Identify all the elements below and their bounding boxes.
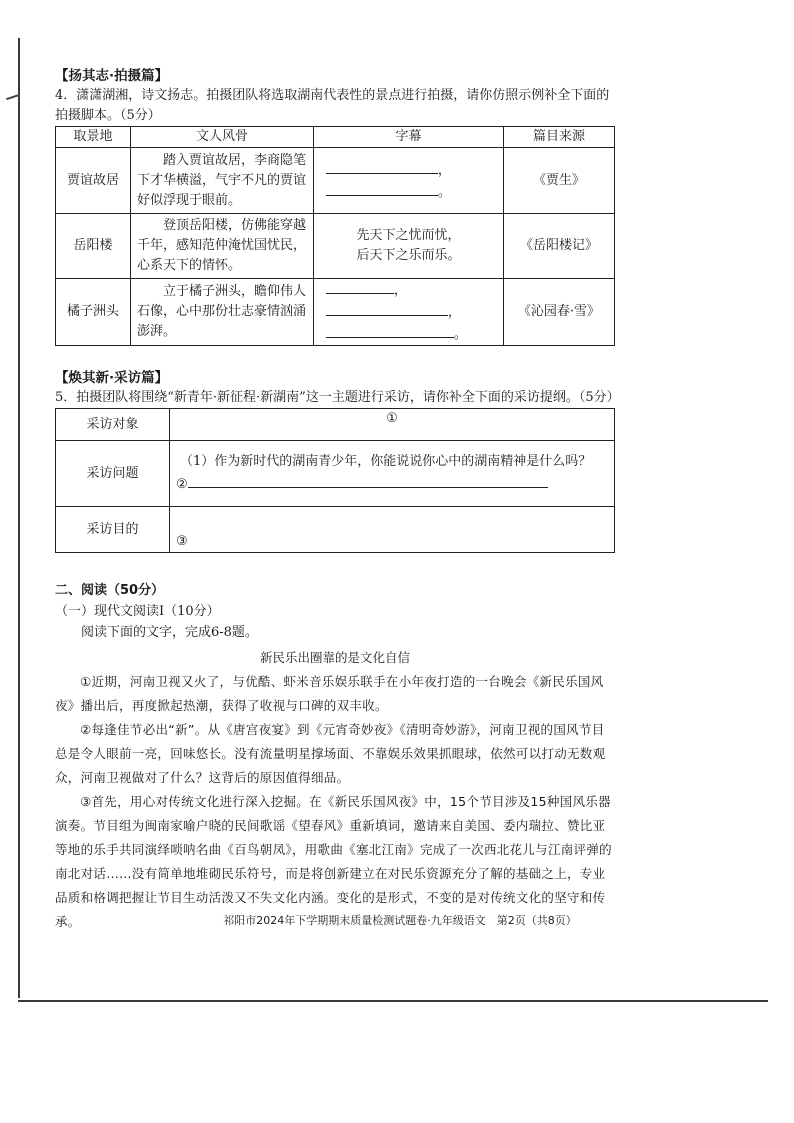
punctuation: ， (393, 283, 407, 298)
header-place: 取景地 (56, 127, 131, 148)
reading-heading: 二、阅读（50分） (55, 583, 165, 598)
interview-outline-table (55, 408, 615, 553)
caption-cell (313, 279, 503, 346)
blank-marker: ③ (176, 533, 188, 549)
article-paragraph: ②每逢佳节必出“新”。从《唐宫夜宴》到《元宵奇妙夜》《清明奇妙游》，河南卫视的国风节目总是令人眼前一亮，回味悠长。没有流量明星撑场面、不靠娱乐效果抓眼球，依然可以打动无数观众，河南卫视做对了什么？这背后的原因值得细品。 (55, 722, 606, 785)
source-cell: 《沁园春·雪》 (504, 279, 615, 346)
punctuation: ， (437, 162, 451, 178)
question-4: 4．潇潇湖湘，诗文扬志。拍摄团队将选取湖南代表性的景点进行拍摄，请你仿照示例补全下面的拍摄脚本。（5分） (55, 88, 610, 123)
section-title-shooting: 【扬其志·拍摄篇】 (55, 68, 169, 84)
article-paragraph: ①近期，河南卫视又火了，与优酷、虾米音乐娱乐联手在小年夜打造的一台晚会《新民乐国风夜》播出后，再度掀起热潮，获得了收视与口碑的双丰收。 (55, 674, 604, 713)
reading-instruction: 阅读下面的文字，完成6-8题。 (81, 625, 258, 640)
source-cell: 《岳阳楼记》 (504, 214, 615, 279)
bottom-rule (18, 1000, 768, 1002)
source-cell: 《贾生》 (504, 148, 615, 214)
punctuation: 。 (437, 184, 451, 200)
section-title-interview: 【焕其新·采访篇】 (55, 370, 169, 386)
answer-blank[interactable] (326, 301, 448, 316)
answer-cell[interactable] (170, 409, 615, 441)
table-row (56, 441, 615, 507)
table-header-row (56, 127, 615, 148)
answer-blank[interactable] (326, 159, 438, 174)
spirit-cell: 立于橘子洲头，瞻仰伟人石像，心中那份壮志豪情汹涌澎湃。 (131, 279, 314, 346)
article-paragraph: ③首先，用心对传统文化进行深入挖掘。在《新民乐国风夜》中，15个节目涉及15种国风乐器演奏。节目组为闽南家喻户晓的民间歌谣《望春风》重新填词，邀请来自美国、委内瑞拉、赞比亚等地的乐手共同演绎唢呐名曲《百鸟朝凤》，用歌曲《塞北江南》完成了一次西北花儿与江南评弹的南北对话……没有简单地堆砌民乐符号，而是将创新建立在对民乐资源充分了解的基础之上，专业品质和格调把握让节目生动活泼又不失文化内涵。变化的是形式，不变的是对传统文化的坚守和传承。 (55, 794, 612, 929)
answer-cell[interactable] (170, 507, 615, 553)
binding-line (18, 38, 20, 998)
reading-section (55, 580, 615, 934)
header-caption: 字幕 (313, 127, 503, 148)
header-spirit: 文人风骨 (131, 127, 314, 148)
blank-marker: ① (386, 410, 398, 426)
place-cell: 贾谊故居 (56, 148, 131, 214)
caption-cell (313, 214, 503, 279)
spirit-cell: 踏入贾谊故居，李商隐笔下才华横溢，气宇不凡的贾谊好似浮现于眼前。 (131, 148, 314, 214)
caption-line: 先天下之忧而忧， (356, 228, 461, 243)
table-row (56, 279, 615, 346)
caption-line: 后天下之乐而乐。 (356, 248, 461, 263)
caption-cell (313, 148, 503, 214)
answer-blank[interactable] (326, 181, 438, 196)
article-title: 新民乐出圈靠的是文化自信 (259, 650, 410, 665)
questions-area (55, 66, 620, 553)
answer-blank[interactable] (326, 279, 394, 294)
reading-subheading: （一）现代文阅读Ⅰ（10分） (55, 604, 220, 619)
table-row (56, 214, 615, 279)
question-5: 5．拍摄团队将围绕“新青年·新征程·新湖南”这一主题进行采访，请你补全下面的采访提纲。（5分） (55, 390, 620, 405)
punctuation: 。 (453, 327, 467, 342)
table-row (56, 148, 615, 214)
row-label: 采访对象 (56, 409, 170, 441)
spirit-cell: 登顶岳阳楼，仿佛能穿越千年，感知范仲淹忧国忧民，心系天下的情怀。 (131, 214, 314, 279)
interview-question: （1）作为新时代的湖南青少年，你能说说你心中的湖南精神是什么吗？ (180, 454, 592, 469)
blank-marker: ② (176, 477, 188, 492)
answer-blank[interactable] (326, 323, 454, 338)
row-label: 采访目的 (56, 507, 170, 553)
answer-cell[interactable] (170, 441, 615, 507)
row-label: 采访问题 (56, 441, 170, 507)
page-footer: 祁阳市2024年下学期期末质量检测试题卷·九年级语文 第2页（共8页） (223, 914, 577, 927)
header-source: 篇目来源 (504, 127, 615, 148)
shooting-script-table (55, 126, 615, 346)
table-row (56, 507, 615, 553)
place-cell: 橘子洲头 (56, 279, 131, 346)
table-row (56, 409, 615, 441)
answer-blank[interactable] (188, 473, 548, 488)
place-cell: 岳阳楼 (56, 214, 131, 279)
punctuation: ， (447, 305, 461, 320)
